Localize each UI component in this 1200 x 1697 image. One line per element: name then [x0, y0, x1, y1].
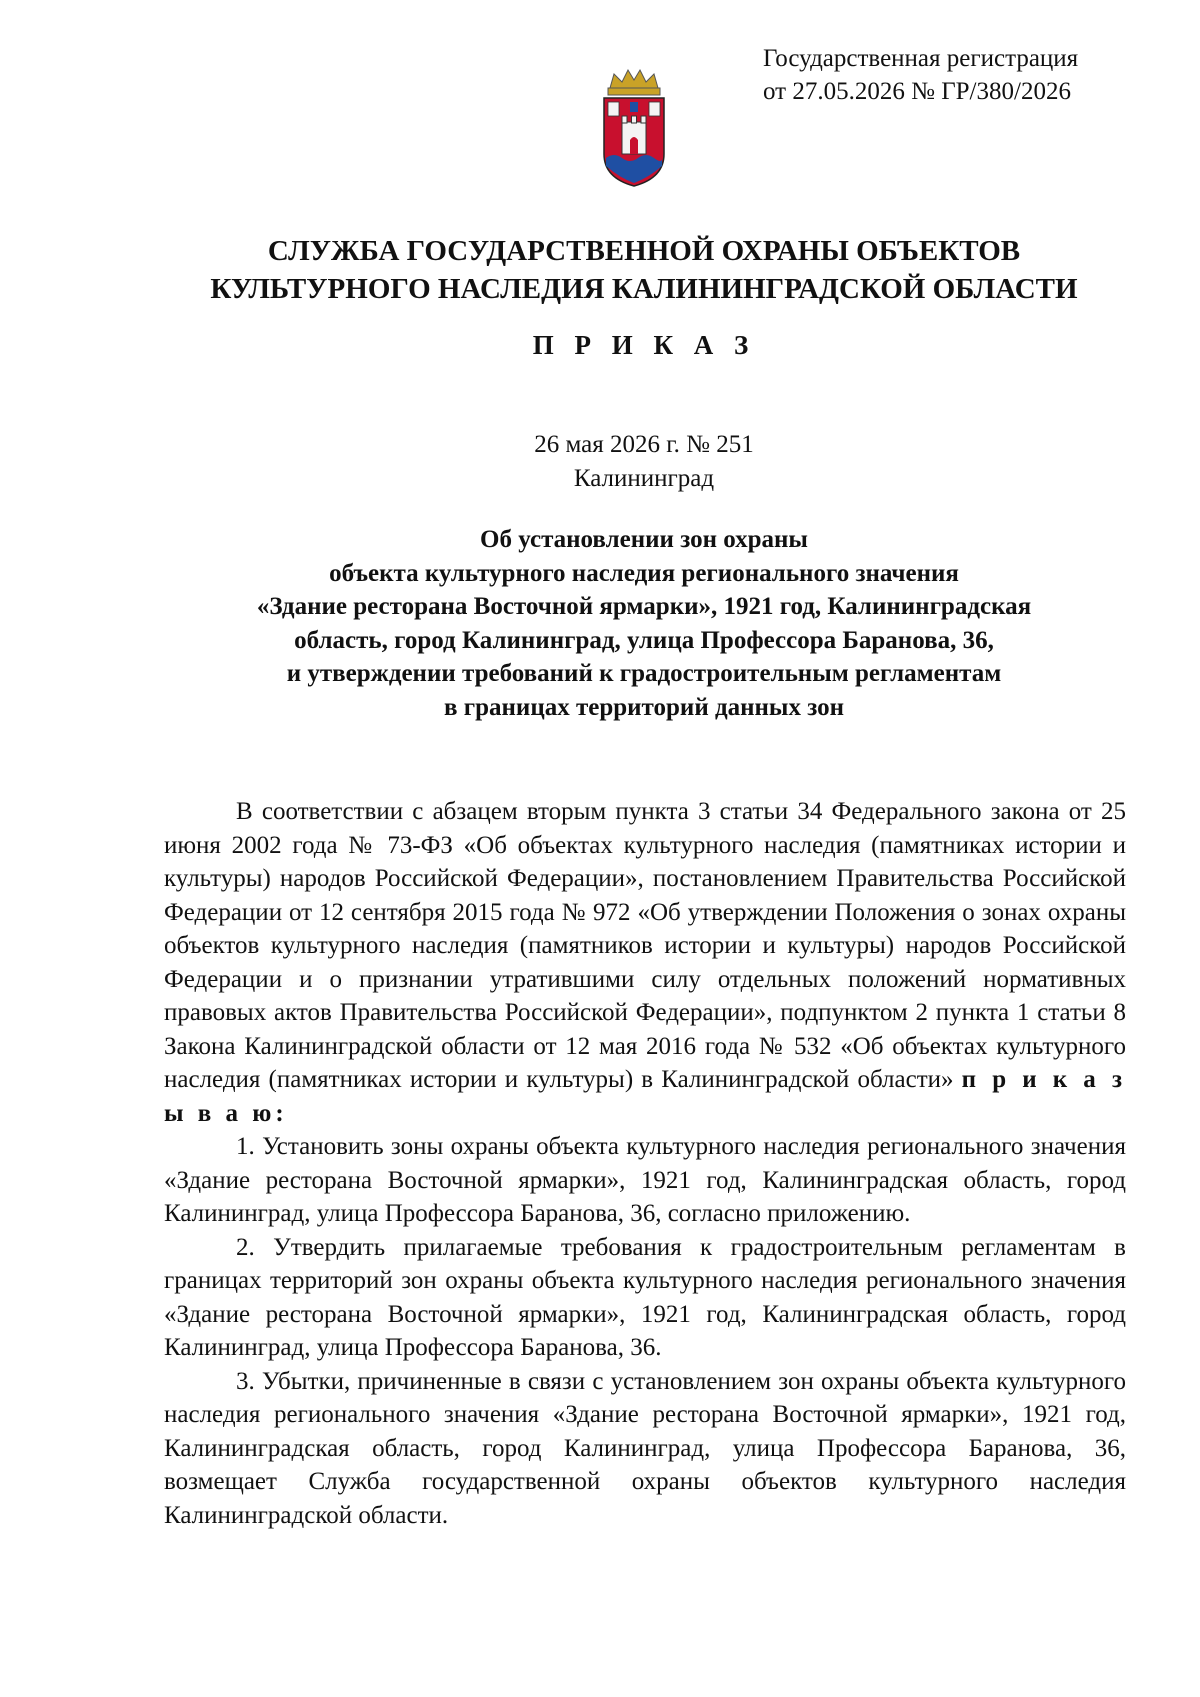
subject-line: объекта культурного наследия регионального значения	[329, 559, 959, 587]
order-item-3: 3. Убытки, причиненные в связи с установлением зон охраны объекта культурного наследия регионального значения «Здание ресторана Восточной ярмарки», 1921 год, Калининградская область, город Калининград, улица Профессора Баранова, 36, возмещает Служба государственной охраны объектов культурного наследия Калининградской области.	[164, 1367, 1126, 1529]
kaliningrad-coat-of-arms-icon	[592, 66, 677, 191]
document-subject	[160, 523, 1128, 724]
document-type: П Р И К А З	[532, 330, 756, 360]
preamble-paragraph	[164, 795, 1126, 1130]
subject-line: Об установлении зон охраны	[480, 526, 808, 553]
agency-name-line-1: СЛУЖБА ГОСУДАРСТВЕННОЙ ОХРАНЫ ОБЪЕКТОВ	[267, 235, 1021, 267]
subject-line: «Здание ресторана Восточной ярмарки», 1921 год, Калининградская	[256, 593, 1032, 620]
subject-line: область, город Калининград, улица Профессора Баранова, 36,	[294, 626, 994, 654]
order-keyword: п р и к а з ы в а ю:	[164, 1066, 1126, 1127]
agency-name-line-2: КУЛЬТУРНОГО НАСЛЕДИЯ КАЛИНИНГРАДСКОЙ ОБЛАСТИ	[210, 273, 1078, 305]
date-number: 26 мая 2026 г. № 251	[534, 431, 754, 458]
registration-line-2: от 27.05.2026 № ГР/380/2026	[763, 78, 1071, 105]
subject-line: в границах территорий данных зон	[444, 693, 844, 721]
registration-line-1: Государственная регистрация	[763, 45, 1079, 72]
city: Калининград	[573, 465, 715, 492]
document-body	[164, 795, 1126, 1532]
date-and-number-block	[160, 428, 1128, 496]
order-item-1: 1. Установить зоны охраны объекта культурного наследия регионального значения «Здание ресторана Восточной ярмарки», 1921 год, Калининградская область, город Калининград, улица Профессора Баранова, 36, согласно приложению.	[164, 1133, 1126, 1227]
preamble-text: В соответствии с абзацем вторым пункта 3 статьи 34 Федерального закона от 25 июня 2002 года № 73-ФЗ «Об объектах культурного наследия (памятниках истории и культуры) народов Российской Федерации», постановлением Правительства Российской Федерации от 12 сентября 2015 года № 972 «Об утверждении Положения о зонах охраны объектов культурного наследия (памятников истории и культуры) народов Российской Федерации и о признании утратившими силу отдельных положений нормативных правовых актов Правительства Российской Федерации», подпунктом 2 пункта 1 статьи 8 Закона Калининградской области от 12 мая 2016 года № 532 «Об объектах культурного наследия (памятниках истории и культуры) в Калининградской области»	[164, 798, 1126, 1093]
agency-name	[160, 232, 1128, 308]
registration-stamp	[763, 42, 1078, 108]
order-item-2: 2. Утвердить прилагаемые требования к градостроительным регламентам в границах территорий зон охраны объекта культурного наследия регионального значения «Здание ресторана Восточной ярмарки», 1921 год, Калининградская область, город Калининград, улица Профессора Баранова, 36.	[164, 1233, 1126, 1361]
subject-line: и утверждении требований к градостроительным регламентам	[286, 660, 1002, 687]
